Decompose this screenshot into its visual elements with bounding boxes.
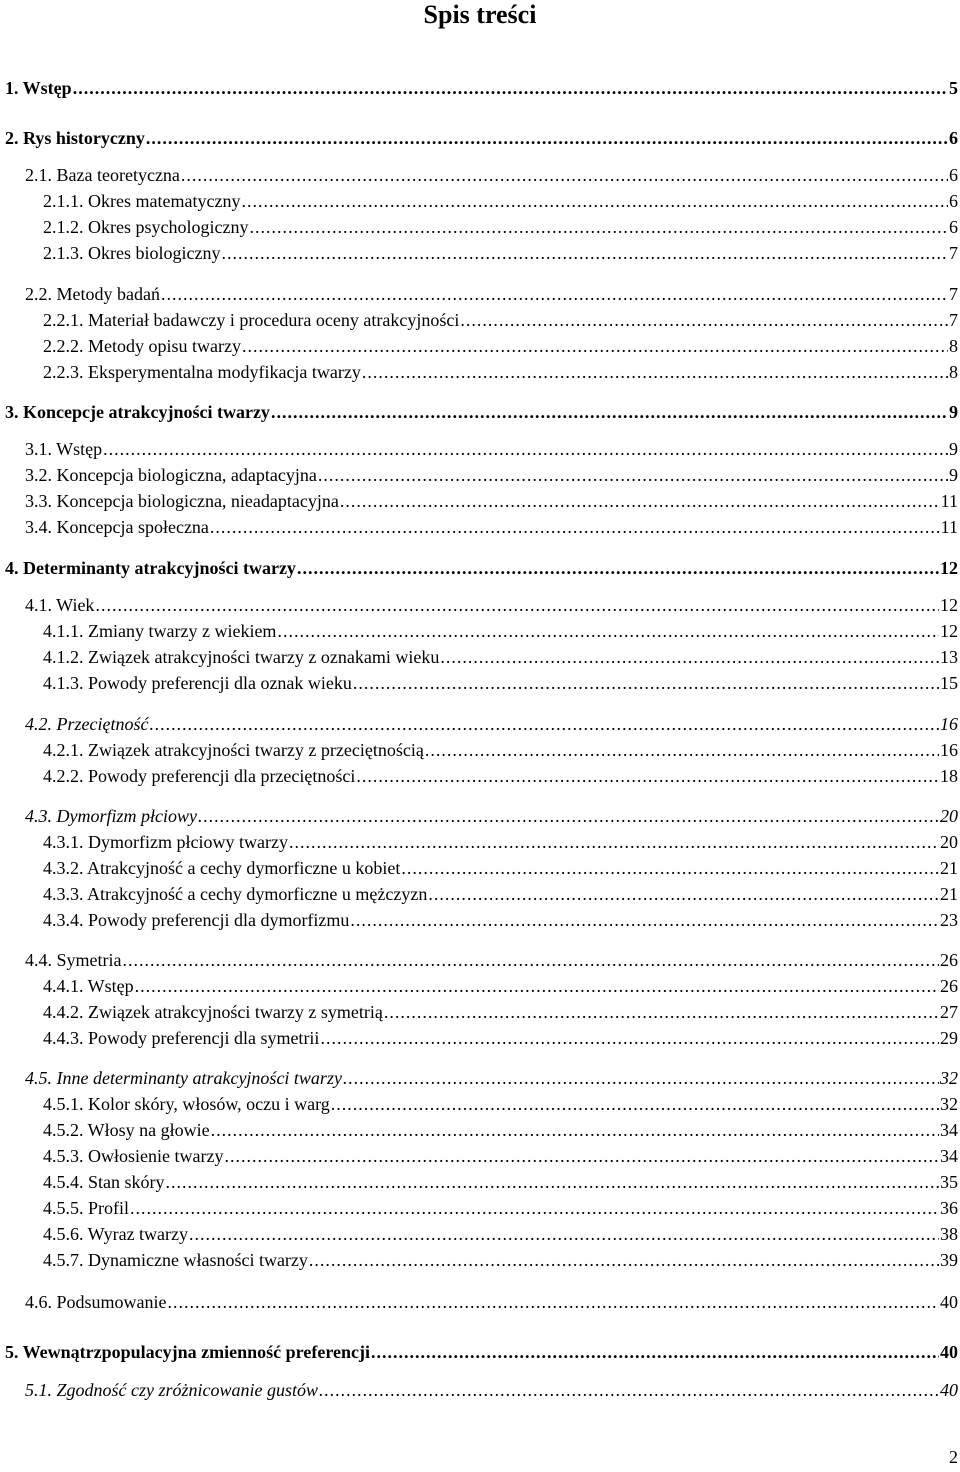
toc-entry[interactable]: [25, 804, 958, 828]
toc-entry[interactable]: [5, 76, 958, 100]
toc-entry-label: 4.3. Dymorfizm płciowy: [25, 806, 197, 826]
toc-entry-label: 4.1.1. Zmiany twarzy z wiekiem: [43, 621, 277, 641]
toc-entry[interactable]: [25, 163, 958, 187]
toc-entry-page: 9: [949, 439, 958, 459]
toc-leader-dots: [146, 126, 948, 150]
toc-entry[interactable]: [43, 1092, 958, 1116]
toc-entry-page: 35: [940, 1172, 958, 1192]
toc-entry-label: 4.3.2. Atrakcyjność a cechy dymorficzne u kobiet: [43, 858, 401, 878]
toc-entry[interactable]: [43, 189, 958, 213]
toc-entry[interactable]: [43, 334, 958, 358]
toc-leader-dots: [181, 163, 948, 187]
toc-entry-page: 40: [940, 1342, 958, 1362]
toc-entry-page: 6: [949, 128, 958, 148]
toc-entry-label: 4.4.2. Związek atrakcyjności twarzy z symetrią: [43, 1002, 383, 1022]
toc-leader-dots: [241, 189, 948, 213]
toc-entry-page: 7: [949, 284, 958, 304]
toc-entry[interactable]: [43, 1118, 958, 1142]
toc-leader-dots: [189, 1222, 939, 1246]
toc-entry[interactable]: [43, 1196, 958, 1220]
toc-entry-page: 12: [940, 621, 958, 641]
toc-entry-page: 5: [949, 78, 958, 98]
toc-leader-dots: [331, 1092, 939, 1116]
toc-entry[interactable]: [25, 437, 958, 461]
toc-entry-label: 4.1.3. Powody preferencji dla oznak wieku: [43, 673, 352, 693]
toc-entry-label: 4. Determinanty atrakcyjności twarzy: [5, 558, 296, 578]
toc-entry-page: 36: [940, 1198, 958, 1218]
toc-leader-dots: [242, 334, 948, 358]
toc-entry-label: 3.1. Wstęp: [25, 439, 103, 459]
toc-entry-label: 2.1.3. Okres biologiczny: [43, 243, 221, 263]
toc-entry[interactable]: [25, 489, 958, 513]
toc-entry[interactable]: [25, 463, 958, 487]
toc-entry-page: 7: [949, 310, 958, 330]
toc-entry-label: 4.2.1. Związek atrakcyjności twarzy z przeciętnością: [43, 740, 424, 760]
toc-entry[interactable]: [43, 764, 958, 788]
toc-entry[interactable]: [5, 1340, 958, 1364]
toc-leader-dots: [353, 671, 939, 695]
toc-entry-page: 26: [940, 976, 958, 996]
toc-entry-page: 7: [949, 243, 958, 263]
toc-leader-dots: [340, 489, 940, 513]
toc-leader-dots: [371, 1340, 939, 1364]
toc-entry-page: 6: [949, 191, 958, 211]
toc-entry-page: 34: [940, 1146, 958, 1166]
toc-leader-dots: [297, 556, 939, 580]
toc-entry-label: 3.2. Koncepcja biologiczna, adaptacyjna: [25, 465, 317, 485]
toc-leader-dots: [320, 1026, 939, 1050]
toc-entry-label: 4.5.5. Profil: [43, 1198, 130, 1218]
toc-entry-label: 2.1. Baza teoretyczna: [25, 165, 180, 185]
toc-entry[interactable]: [43, 1144, 958, 1168]
toc-entry-label: 4.5.1. Kolor skóry, włosów, oczu i warg: [43, 1094, 330, 1114]
toc-entry-label: 4.3.4. Powody preferencji dla dymorfizmu: [43, 910, 350, 930]
toc-entry[interactable]: [43, 882, 958, 906]
toc-entry-label: 4.1. Wiek: [25, 595, 95, 615]
toc-leader-dots: [425, 738, 939, 762]
toc-entry-page: 32: [940, 1068, 958, 1088]
toc-entry[interactable]: [43, 1026, 958, 1050]
toc-leader-dots: [95, 593, 939, 617]
toc-entry-label: 2.1.1. Okres matematyczny: [43, 191, 241, 211]
toc-entry[interactable]: [43, 360, 958, 384]
toc-leader-dots: [161, 282, 948, 306]
toc-entry-label: 4.3.1. Dymorfizm płciowy twarzy: [43, 832, 288, 852]
toc-entry-page: 21: [940, 884, 958, 904]
toc-entry-page: 12: [940, 595, 958, 615]
toc-entry-label: 4.6. Podsumowanie: [25, 1292, 167, 1312]
toc-entry[interactable]: [5, 400, 958, 424]
toc-leader-dots: [350, 908, 939, 932]
toc-leader-dots: [362, 360, 948, 384]
toc-entry-page: 40: [940, 1292, 958, 1312]
toc-entry[interactable]: [43, 738, 958, 762]
toc-entry[interactable]: [25, 1066, 958, 1090]
toc-entry-page: 27: [940, 1002, 958, 1022]
toc-entry-label: 2.1.2. Okres psychologiczny: [43, 217, 249, 237]
toc-entry[interactable]: [43, 830, 958, 854]
toc-leader-dots: [130, 1196, 939, 1220]
toc-entry-label: 5.1. Zgodność czy zróżnicowanie gustów: [25, 1380, 319, 1400]
toc-entry[interactable]: [43, 974, 958, 998]
toc-entry-label: 2.2.1. Materiał badawczy i procedura oceny atrakcyjności: [43, 310, 460, 330]
toc-entry-page: 15: [940, 673, 958, 693]
page-title: Spis treści: [423, 0, 537, 29]
toc-leader-dots: [103, 437, 948, 461]
toc-entry[interactable]: [43, 241, 958, 265]
toc-entry[interactable]: [25, 948, 958, 972]
toc-entry-label: 4.4.1. Wstęp: [43, 976, 134, 996]
toc-entry-label: 4.4.3. Powody preferencji dla symetrii: [43, 1028, 320, 1048]
toc-entry-page: 9: [949, 465, 958, 485]
toc-entry-page: 32: [940, 1094, 958, 1114]
toc-entry[interactable]: [43, 645, 958, 669]
toc-entry-label: 3. Koncepcje atrakcyjności twarzy: [5, 402, 270, 422]
toc-entry-page: 8: [949, 362, 958, 382]
toc-entry-page: 11: [940, 491, 958, 511]
toc-entry-page: 20: [940, 806, 958, 826]
toc-leader-dots: [428, 882, 939, 906]
toc-leader-dots: [440, 645, 939, 669]
toc-entry[interactable]: [43, 619, 958, 643]
toc-leader-dots: [271, 400, 948, 424]
toc-leader-dots: [384, 1000, 939, 1024]
toc-entry[interactable]: [43, 1222, 958, 1246]
toc-entry-page: 16: [940, 740, 958, 760]
toc-entry-label: 1. Wstęp: [5, 78, 72, 98]
toc-entry-label: 2.2.2. Metody opisu twarzy: [43, 336, 241, 356]
toc-entry-page: 21: [940, 858, 958, 878]
toc-entry-page: 40: [940, 1380, 958, 1400]
toc-entry-page: 13: [940, 647, 958, 667]
toc-entry-label: 3.4. Koncepcja społeczna: [25, 517, 209, 537]
toc-entry[interactable]: [43, 908, 958, 932]
page-number: 2: [949, 1447, 958, 1467]
toc-leader-dots: [277, 619, 939, 643]
toc-leader-dots: [224, 1144, 939, 1168]
toc-entry-label: 4.5.6. Wyraz twarzy: [43, 1224, 189, 1244]
toc-entry-label: 4.2.2. Powody preferencji dla przeciętności: [43, 766, 356, 786]
toc-entry-label: 2.2. Metody badań: [25, 284, 160, 304]
toc-leader-dots: [166, 1170, 940, 1194]
toc-entry-page: 12: [940, 558, 958, 578]
toc-entry[interactable]: [43, 1000, 958, 1024]
toc-entry[interactable]: [43, 671, 958, 695]
toc-entry-page: 39: [940, 1250, 958, 1270]
toc-entry[interactable]: [43, 1248, 958, 1272]
toc-entry-label: 4.1.2. Związek atrakcyjności twarzy z oznakami wieku: [43, 647, 440, 667]
toc-leader-dots: [149, 712, 939, 736]
toc-leader-dots: [401, 856, 939, 880]
toc-entry-page: 38: [940, 1224, 958, 1244]
toc-leader-dots: [318, 463, 948, 487]
toc-entry-page: 6: [949, 165, 958, 185]
toc-entry-label: 4.5.4. Stan skóry: [43, 1172, 165, 1192]
toc-leader-dots: [356, 764, 939, 788]
toc-entry[interactable]: [25, 1290, 958, 1314]
toc-leader-dots: [123, 948, 940, 972]
toc-entry-page: 9: [949, 402, 958, 422]
toc-leader-dots: [135, 974, 939, 998]
toc-entry-page: 16: [940, 714, 958, 734]
toc-leader-dots: [73, 76, 948, 100]
toc-leader-dots: [198, 804, 939, 828]
toc-leader-dots: [210, 515, 940, 539]
toc-entry[interactable]: [25, 1378, 958, 1402]
toc-entry[interactable]: [25, 515, 958, 539]
toc-entry-page: 6: [949, 217, 958, 237]
toc-entry-label: 4.2. Przeciętność: [25, 714, 149, 734]
toc-entry-label: 4.5. Inne determinanty atrakcyjności twarzy: [25, 1068, 342, 1088]
toc-leader-dots: [221, 241, 948, 265]
toc-entry-page: 34: [940, 1120, 958, 1140]
toc-entry-label: 2. Rys historyczny: [5, 128, 145, 148]
toc-leader-dots: [309, 1248, 939, 1272]
toc-entry[interactable]: [25, 593, 958, 617]
toc-entry[interactable]: [25, 282, 958, 306]
toc-entry[interactable]: [43, 1170, 958, 1194]
toc-leader-dots: [249, 215, 948, 239]
toc-entry-label: 4.5.7. Dynamiczne własności twarzy: [43, 1250, 308, 1270]
toc-leader-dots: [211, 1118, 939, 1142]
toc-entry-page: 20: [940, 832, 958, 852]
toc-entry-page: 8: [949, 336, 958, 356]
toc-entry-label: 4.5.3. Owłosienie twarzy: [43, 1146, 224, 1166]
toc-leader-dots: [319, 1378, 939, 1402]
toc-entry-label: 3.3. Koncepcja biologiczna, nieadaptacyjna: [25, 491, 339, 511]
toc-entry[interactable]: [43, 856, 958, 880]
toc-entry[interactable]: [43, 308, 958, 332]
toc-entry-page: 23: [940, 910, 958, 930]
toc-leader-dots: [289, 830, 939, 854]
toc-entry-label: 4.4. Symetria: [25, 950, 122, 970]
toc-entry-label: 2.2.3. Eksperymentalna modyfikacja twarzy: [43, 362, 361, 382]
toc-entry-page: 26: [940, 950, 958, 970]
toc-entry-label: 5. Wewnątrzpopulacyjna zmienność preferencji: [5, 1342, 370, 1362]
toc-entry-label: 4.3.3. Atrakcyjność a cechy dymorficzne u mężczyzn: [43, 884, 428, 904]
toc-entry[interactable]: [43, 215, 958, 239]
toc-leader-dots: [168, 1290, 940, 1314]
toc-leader-dots: [343, 1066, 939, 1090]
toc-entry[interactable]: [25, 712, 958, 736]
toc-leader-dots: [460, 308, 948, 332]
toc-entry-page: 11: [940, 517, 958, 537]
toc-entry-page: 29: [940, 1028, 958, 1048]
toc-entry-label: 4.5.2. Włosy na głowie: [43, 1120, 210, 1140]
toc-entry-page: 18: [940, 766, 958, 786]
toc-entry[interactable]: [5, 556, 958, 580]
toc-entry[interactable]: [5, 126, 958, 150]
